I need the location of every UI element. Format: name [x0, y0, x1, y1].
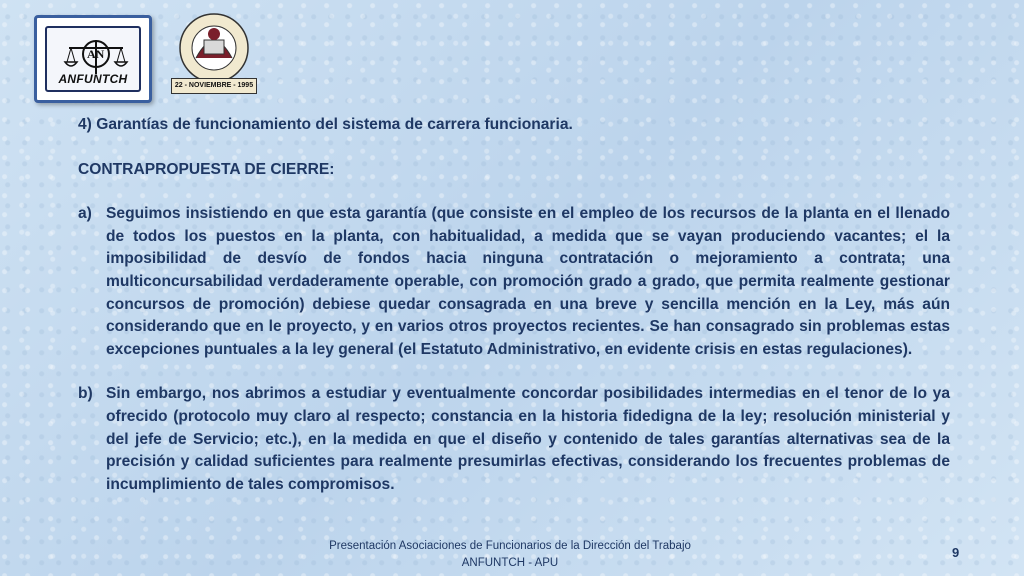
- svg-text:AN: AN: [87, 47, 105, 61]
- apu-logo-banner: 22 - NOVIEMBRE - 1995: [171, 78, 257, 94]
- list-item-text: Sin embargo, nos abrimos a estudiar y eventualmente concordar posibilidades intermedias en el tenor de lo ya ofrecido (protocolo muy claro al respecto; constancia en la historia fidedigna de la ley; resolución ministerial y del jefe de Servicio; etc.), en la medida en que el diseño y contenido de tales garantías alternativas sea de la precisión y calidad suficientes para realmente presumirlas efectivas, considerando los frecuentes problemas de incumplimiento de tales compromisos.: [106, 385, 950, 493]
- list-item: [78, 383, 950, 496]
- list-item: [78, 203, 950, 361]
- apu-logo: [168, 12, 260, 98]
- slide-footer: [300, 538, 720, 572]
- list-item-marker: b): [78, 385, 93, 403]
- slide-heading: 4) Garantías de funcionamiento del sistema de carrera funcionaria.: [78, 116, 573, 133]
- slide-subheading: CONTRAPROPUESTA DE CIERRE:: [78, 160, 335, 178]
- footer-line-1: Presentación Asociaciones de Funcionarios de la Dirección del Trabajo: [329, 540, 691, 552]
- anfuntch-logo: [34, 15, 152, 103]
- apu-seal-icon: [168, 12, 260, 84]
- page-number: 9: [952, 545, 960, 560]
- slide-content: [78, 114, 950, 496]
- list-item-text: Seguimos insistiendo en que esta garantía (que consiste en el empleo de los recursos de la planta en el llenado de todos los puestos en la planta, con habitualidad, a medida que se vayan produciendo vacantes; el la imposibilidad de desvío de fondos hacia ninguna contratación o mejoramiento a contrata; una multiconcursabilidad verdaderamente operable, con promoción grado a grado, que permita realmente gestionar concursos de promoción) debiese quedar consagrada en una breve y sencilla mención en la Ley, más aún considerando que en le proyecto, y en varios otros proyectos recientes. Se han consagrado sin problemas estas excepciones puntuales a la ley general (el Estatuto Administrativo, en evidente crisis en estas regulaciones).: [106, 205, 950, 358]
- list-item-marker: a): [78, 205, 92, 223]
- anfuntch-logo-text: ANFUNTCH: [58, 72, 128, 86]
- footer-line-2: ANFUNTCH - APU: [461, 557, 559, 569]
